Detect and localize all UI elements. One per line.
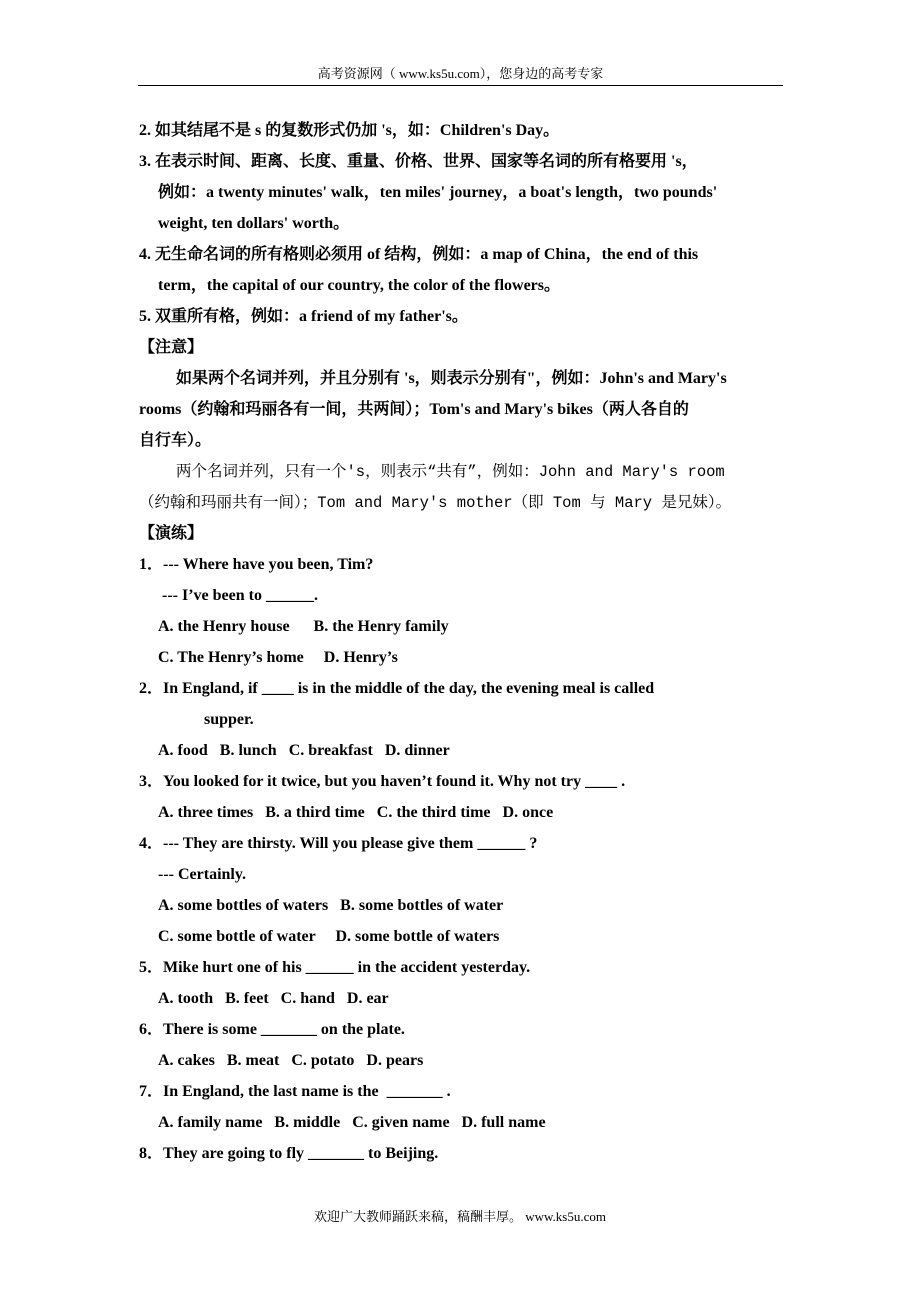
- note-paragraph-2: 两个名词并列，只有一个's，则表示“共有”，例如：John and Mary's room: [176, 463, 725, 481]
- rule-4: 4. 无生命名词的所有格则必须用 of 结构，例如：a map of China，the end of this: [139, 246, 699, 263]
- page-header: 高考资源网（ www.ks5u.com），您身边的高考专家: [317, 66, 604, 81]
- note-paragraph-2-cont: （约翰和玛丽共有一间）；Tom and Mary's mother（即 Tom 与 Mary 是兄妹）。: [139, 494, 732, 512]
- question-7: 7．In England, the last name is the _______ .: [139, 1083, 451, 1100]
- note-paragraph-1-cont: 自行车）。: [139, 432, 212, 449]
- rule-3: 3. 在表示时间、距离、长度、重量、价格、世界、国家等名词的所有格要用 's，: [139, 153, 698, 170]
- question-6: 6．There is some _______ on the plate.: [139, 1021, 405, 1038]
- question-4: 4．--- They are thirsty. Will you please give them ______ ?: [139, 835, 538, 852]
- question-1-options: C. The Henry’s home D. Henry’s: [158, 649, 398, 666]
- header-rule: [138, 85, 783, 86]
- question-7-options: A. family name B. middle C. given name D. full name: [158, 1114, 546, 1131]
- question-2-options: A. food B. lunch C. breakfast D. dinner: [158, 742, 450, 759]
- note-paragraph-1: 如果两个名词并列，并且分别有 's，则表示分别有"，例如：John's and Mary's: [176, 370, 727, 387]
- question-2-cont: supper.: [204, 711, 254, 728]
- question-1-cont: --- I’ve been to ______.: [162, 587, 318, 604]
- question-4-options: C. some bottle of water D. some bottle of waters: [158, 928, 500, 945]
- rule-3-cont: 例如：a twenty minutes' walk，ten miles' journey，a boat's length，two pounds': [158, 184, 718, 201]
- rule-2: 2. 如其结尾不是 s 的复数形式仍加 's，如：Children's Day。: [139, 122, 560, 139]
- exercise-heading: 【演练】: [139, 525, 204, 542]
- rule-4-cont: term，the capital of our country, the color of the flowers。: [158, 277, 560, 294]
- note-paragraph-1-cont: rooms（约翰和玛丽各有一间，共两间）；Tom's and Mary's bikes（两人各自的: [139, 401, 689, 418]
- question-4-cont: --- Certainly.: [158, 866, 246, 883]
- question-2: 2．In England, if ____ is in the middle of the day, the evening meal is called: [139, 680, 655, 697]
- question-4-options: A. some bottles of waters B. some bottles of water: [158, 897, 504, 914]
- question-1-options: A. the Henry house B. the Henry family: [158, 618, 449, 635]
- question-1: 1．--- Where have you been, Tim?: [139, 556, 374, 573]
- page-footer: 欢迎广大教师踊跃来稿，稿酬丰厚。 www.ks5u.com: [313, 1209, 606, 1224]
- rule-5: 5. 双重所有格，例如：a friend of my father's。: [139, 308, 468, 325]
- question-5: 5．Mike hurt one of his ______ in the accident yesterday.: [139, 959, 531, 976]
- question-8: 8．They are going to fly _______ to Beijing.: [139, 1145, 439, 1162]
- question-6-options: A. cakes B. meat C. potato D. pears: [158, 1052, 424, 1069]
- question-3: 3．You looked for it twice, but you haven’t found it. Why not try ____ .: [139, 773, 626, 790]
- question-5-options: A. tooth B. feet C. hand D. ear: [158, 990, 389, 1007]
- question-3-options: A. three times B. a third time C. the third time D. once: [158, 804, 554, 821]
- note-heading: 【注意】: [139, 339, 204, 356]
- rule-3-cont: weight, ten dollars' worth。: [158, 215, 350, 232]
